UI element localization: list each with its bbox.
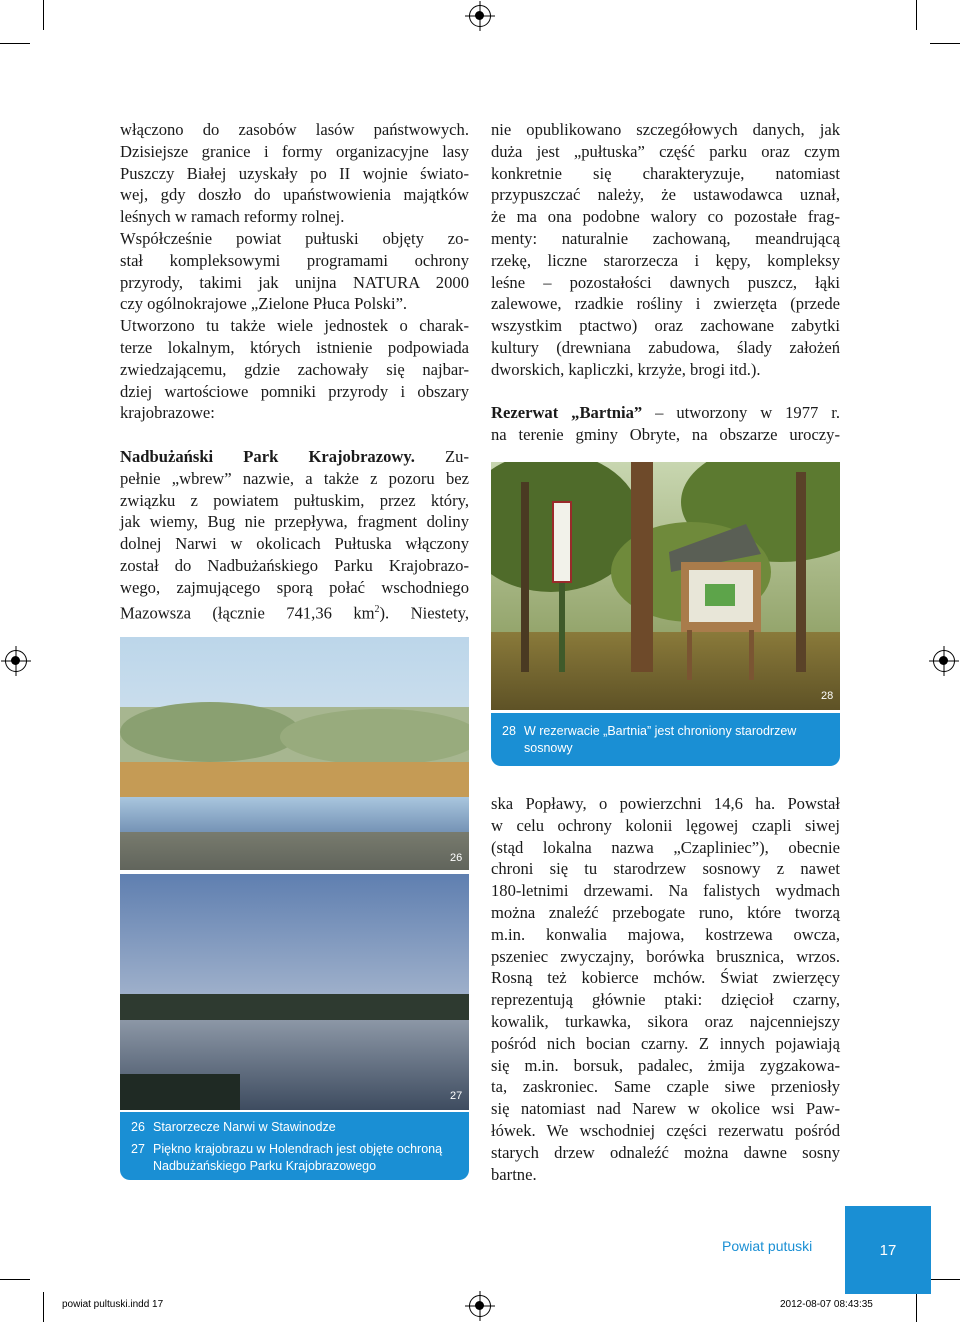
text-line: reprezentują głównie ptaki: dzięcioł czarny,: [491, 990, 840, 1010]
slug-timestamp: 2012-08-07 08:43:35: [780, 1299, 873, 1310]
text-line: konkretnie się charakteryzuje, natomiast: [491, 163, 840, 183]
text-line: pełnie „wbrew” nazwie, a także z pozoru bez: [120, 468, 469, 488]
text-line: przypuszczać należy, że ustawodawca uznał,: [491, 185, 840, 205]
caption-26-text: Starorzecze Narwi w Stawinodze: [153, 1120, 336, 1134]
caption-28: [491, 713, 840, 766]
text-line: m.in. konwalia majowa, kostrzewa owcza,: [491, 924, 840, 944]
photo-28-forest-reserve: [491, 462, 840, 710]
crop-mark-icon: [43, 0, 44, 30]
text-line: stał kompleksowymi programami ochrony: [120, 250, 469, 270]
text-line: kultury (drewniana zabudowa, ślady założeń: [491, 337, 840, 357]
photo-26-number: 26: [450, 852, 463, 864]
park-paragraph-body: [120, 468, 469, 599]
footer-section-title: Powiat putuski: [722, 1238, 813, 1254]
left-paragraphs: [120, 119, 469, 424]
reserve-paragraph-body: [491, 793, 840, 1185]
text-line: pszeniec zwyczajny, borówka brusznica, wrzos.: [491, 946, 840, 966]
park-title-tail: Zu-: [414, 446, 469, 466]
crop-mark-icon: [916, 1292, 917, 1322]
text-line: Dzisiejsze granice i formy organizacyjne lasy: [120, 141, 469, 161]
reserve-title: Rezerwat „Bartnia”: [491, 403, 643, 423]
text-line: ska Popławy, o powierzchni 14,6 ha. Powstał: [491, 794, 840, 813]
photo-28-number: 28: [821, 690, 834, 702]
reserve-paragraph-start: [491, 402, 840, 424]
caption-26-row: [131, 1119, 459, 1136]
text-line: jak wiemy, Bug nie przepływa, fragment doliny: [120, 512, 469, 532]
park-title: Nadbużański Park Krajobrazowy.: [120, 446, 415, 466]
area-text: Mazowsza (łącznie 741,36 km: [120, 603, 375, 623]
photo-27-landscape: [120, 874, 469, 1110]
text-line: kowalik, turkawka, sikora oraz najcenniejszy: [491, 1011, 840, 1031]
text-line: zalewowe, rzadkie rośliny i zwierzęta (przede: [491, 294, 840, 314]
text-line: dolnej Narwi w okolicach Pułtuska włączony: [120, 534, 469, 554]
text-line: terze lokalnym, których istnienie podpowiada: [120, 337, 469, 357]
registration-mark-icon: [469, 5, 491, 27]
park-paragraph-start: [120, 446, 469, 468]
text-line: krajobrazowe:: [120, 403, 215, 423]
text-line: przyrody, takimi jak unijna NATURA 2000: [120, 272, 469, 292]
caption-27-number: 27: [131, 1142, 145, 1156]
text-line: Rosną też kobierce mchów. Świat zwierzęcy: [491, 968, 840, 988]
photo-26-oxbow-lake: [120, 637, 469, 870]
lake-photo-image: [120, 637, 469, 870]
text-line: się m.in. borsuk, padalec, żmija zygzakowa-: [491, 1055, 840, 1075]
text-line: dziej wartościowe pomniki przyrody i obszary: [120, 381, 469, 401]
text-line: Utworzono tu także wiele jednostek o charak-: [120, 316, 469, 336]
crop-mark-icon: [0, 43, 30, 44]
crop-mark-icon: [0, 1279, 30, 1280]
text-line: leśnych w ramach reformy rolnej.: [120, 207, 345, 227]
text-line: można znaleźć przebogate runo, które tworzą: [491, 902, 840, 922]
crop-mark-icon: [43, 1292, 44, 1322]
crop-mark-icon: [916, 0, 917, 30]
park-paragraph-last: [120, 599, 469, 624]
left-column-text: [120, 119, 469, 624]
slug-filename: powiat pultuski.indd 17: [62, 1299, 164, 1310]
reserve-title-tail: – utworzony w 1977 r.: [642, 403, 841, 423]
text-line: Puszczy Białej uzyskały po II wojnie świato-: [120, 163, 469, 183]
text-line: rzekę, liczne starorzecza i kępy, kompleksy: [491, 250, 840, 270]
text-line: chroni się tu starodrzew sosnowy z nawet: [491, 859, 840, 879]
text-line: łówek. We wschodniej części rezerwatu pośród: [491, 1120, 840, 1140]
text-line: wszystkim ptactwo) oraz zachowane zabytki: [491, 316, 840, 336]
text-line: bartne.: [491, 1164, 537, 1184]
registration-mark-icon: [469, 1295, 491, 1317]
river-photo-image: [120, 874, 469, 1110]
registration-mark-icon: [5, 650, 27, 672]
caption-26-number: 26: [131, 1120, 145, 1134]
text-line: ta, zaskroniec. Same czaple siwe przeniosły: [491, 1077, 840, 1097]
caption-28-number: 28: [502, 724, 516, 738]
text-line: pośród nich bocian czarny. Z innych pojawiają: [491, 1033, 840, 1053]
text-line: duża jest „pułtuska” część parku oraz czym: [491, 141, 840, 161]
text-line: się natomiast nad Narew w okolice wsi Paw-: [491, 1099, 840, 1119]
caption-27-row: [131, 1141, 459, 1175]
caption-27-text: Piękno krajobrazu w Holendrach jest objęte ochroną Nadbużańskiego Parku Krajobrazowego: [153, 1142, 443, 1173]
photo-27-number: 27: [450, 1090, 463, 1102]
reserve-line: na terenie gminy Obryte, na obszarze uroczy-: [491, 425, 840, 445]
right-column-top-text: [491, 119, 840, 446]
text-line: leśne – pozostałości dawnych puszcz, łąki: [491, 272, 840, 292]
caption-28-text: W rezerwacie „Bartnia” jest chroniony starodrzew sosnowy: [524, 724, 797, 755]
crop-mark-icon: [930, 1279, 960, 1280]
crop-mark-icon: [930, 43, 960, 44]
text-line: związku z powiatem pułtuskim, przez który,: [120, 490, 469, 510]
page-number: 17: [879, 1241, 897, 1259]
text-line: w celu ochrony kolonii lęgowej czapli siwej: [491, 815, 840, 835]
text-line: wego, zajmującego sporą połać wschodniego: [120, 577, 469, 597]
text-line: starych drzew odnaleźć można dawne sosny: [491, 1142, 840, 1162]
forest-photo-image: [491, 462, 840, 710]
text-line: czy ogólnokrajowe „Zielone Płuca Polski”.: [120, 294, 408, 314]
text-line: włączono do zasobów lasów państwowych.: [120, 120, 469, 139]
text-line: zwiedzającemu, gdzie zachowały się najbar-: [120, 359, 469, 379]
text-line: dworskich, kapliczki, krzyże, brogi itd.).: [491, 359, 761, 379]
right-column-bottom-text: [491, 793, 840, 1185]
text-line: 180-letnimi drzewami. Na falistych wydmach: [491, 881, 840, 901]
text-line: że ma ona podobne walory co pozostałe frag-: [491, 207, 840, 227]
text-line: został do Nadbużańskiego Parku Krajobrazo-: [120, 555, 469, 575]
page-number-tab: [845, 1206, 931, 1294]
text-line: Współcześnie powiat pułtuski objęty zo-: [120, 228, 469, 248]
text-line: menty: naturalnie zachowaną, meandrującą: [491, 228, 840, 248]
caption-26-27: [120, 1112, 469, 1180]
text-line: (stąd lokalna nazwa „Czapliniec”), obecnie: [491, 837, 840, 857]
area-text-tail: ). Niestety,: [379, 603, 469, 623]
area-superscript: 2: [374, 603, 380, 615]
text-line: nie opublikowano szczegółowych danych, jak: [491, 120, 840, 139]
park-continuation: [491, 119, 840, 381]
text-line: wej, gdy doszło do upaństwowienia majątków: [120, 185, 469, 205]
registration-mark-icon: [933, 650, 955, 672]
